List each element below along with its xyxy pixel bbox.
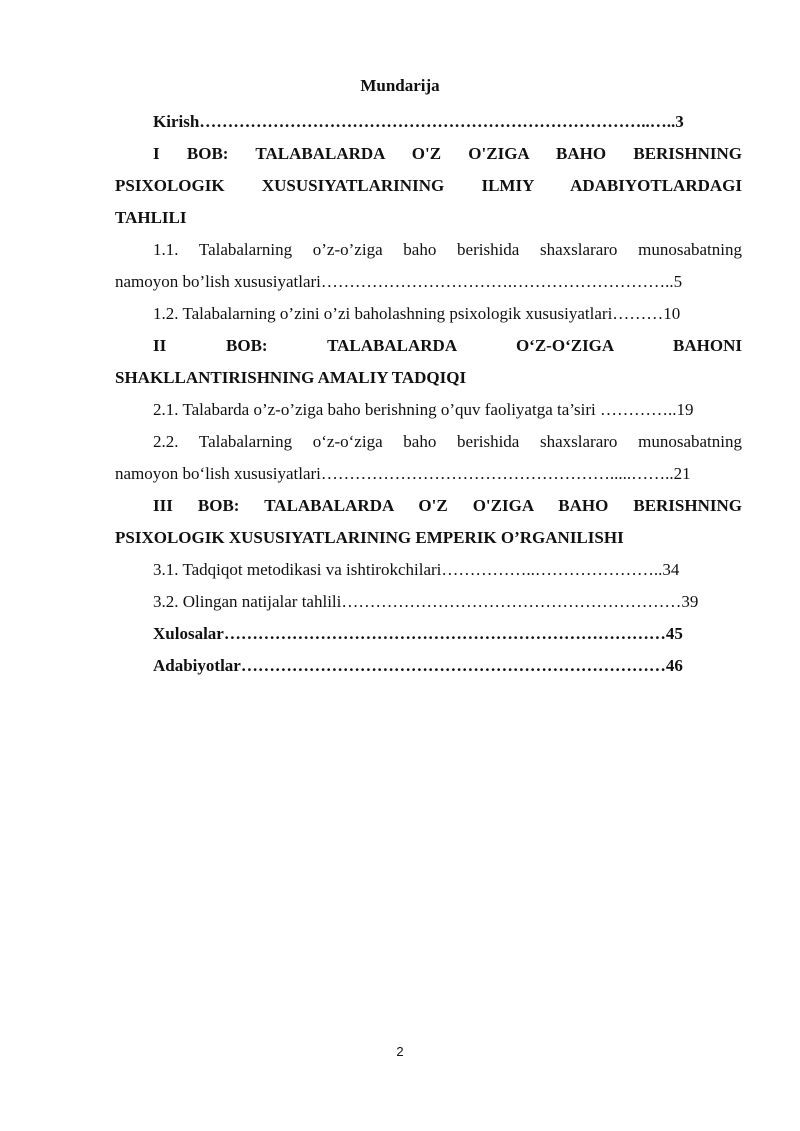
toc-chapter-3-heading-line-2: PSIXOLOGIK XUSUSIYATLARINING EMPERIK O’RGANILISHI (115, 528, 624, 547)
toc-chapter-3-heading-line-1: III BOB: TALABALARDA O'Z O'ZIGA BAHO BERISHNING (153, 496, 742, 515)
toc-section-3-1: 3.1. Tadqiqot metodikasi va ishtirokchilari……………..…………………..34 (153, 560, 680, 579)
toc-entry-adabiyotlar: Adabiyotlar…………………………………………………………………46 (153, 656, 683, 675)
toc-title: Mundarija (360, 76, 440, 95)
toc-entry-kirish: Kirish……………………………………………………………………..…..3 (153, 112, 684, 131)
toc-chapter-2-heading-line-1: II BOB: TALABALARDA O‘Z-O‘ZIGA BAHONI (153, 336, 742, 355)
toc-section-1-1-line-2: namoyon bo’lish xususiyatlari…………………………….………………………..5 (115, 272, 683, 291)
toc-entry-xulosalar: Xulosalar……………………………………………………………………45 (153, 624, 683, 643)
page-number: 2 (396, 1044, 404, 1059)
toc-chapter-1-heading-line-1: I BOB: TALABALARDA O'Z O'ZIGA BAHO BERISHNING (153, 144, 742, 163)
toc-section-2-2-line-2: namoyon bo‘lish xususiyatlari…………………………………………….....……..21 (115, 464, 691, 483)
toc-chapter-2-heading-line-2: SHAKLLANTIRISHNING AMALIY TADQIQI (115, 368, 467, 387)
toc-section-3-2: 3.2. Olingan natijalar tahlili……………………………………………………39 (153, 592, 699, 611)
toc-section-2-2-line-1: 2.2. Talabalarning o‘z-o‘ziga baho berishida shaxslararo munosabatning (153, 432, 742, 451)
toc-section-2-1: 2.1. Talabarda o’z-o’ziga baho berishning o’quv faoliyatga ta’siri …………..19 (153, 400, 694, 419)
toc-chapter-1-heading-line-2: PSIXOLOGIK XUSUSIYATLARINING ILMIY ADABIYOTLARDAGI (115, 176, 742, 195)
toc-chapter-1-heading-line-3: TAHLILI (115, 208, 187, 227)
toc-section-1-2: 1.2. Talabalarning o’zini o’zi baholashning psixologik xususiyatlari………10 (153, 304, 681, 323)
toc-section-1-1-line-1: 1.1. Talabalarning o’z-o’ziga baho berishida shaxslararo munosabatning (153, 240, 742, 259)
